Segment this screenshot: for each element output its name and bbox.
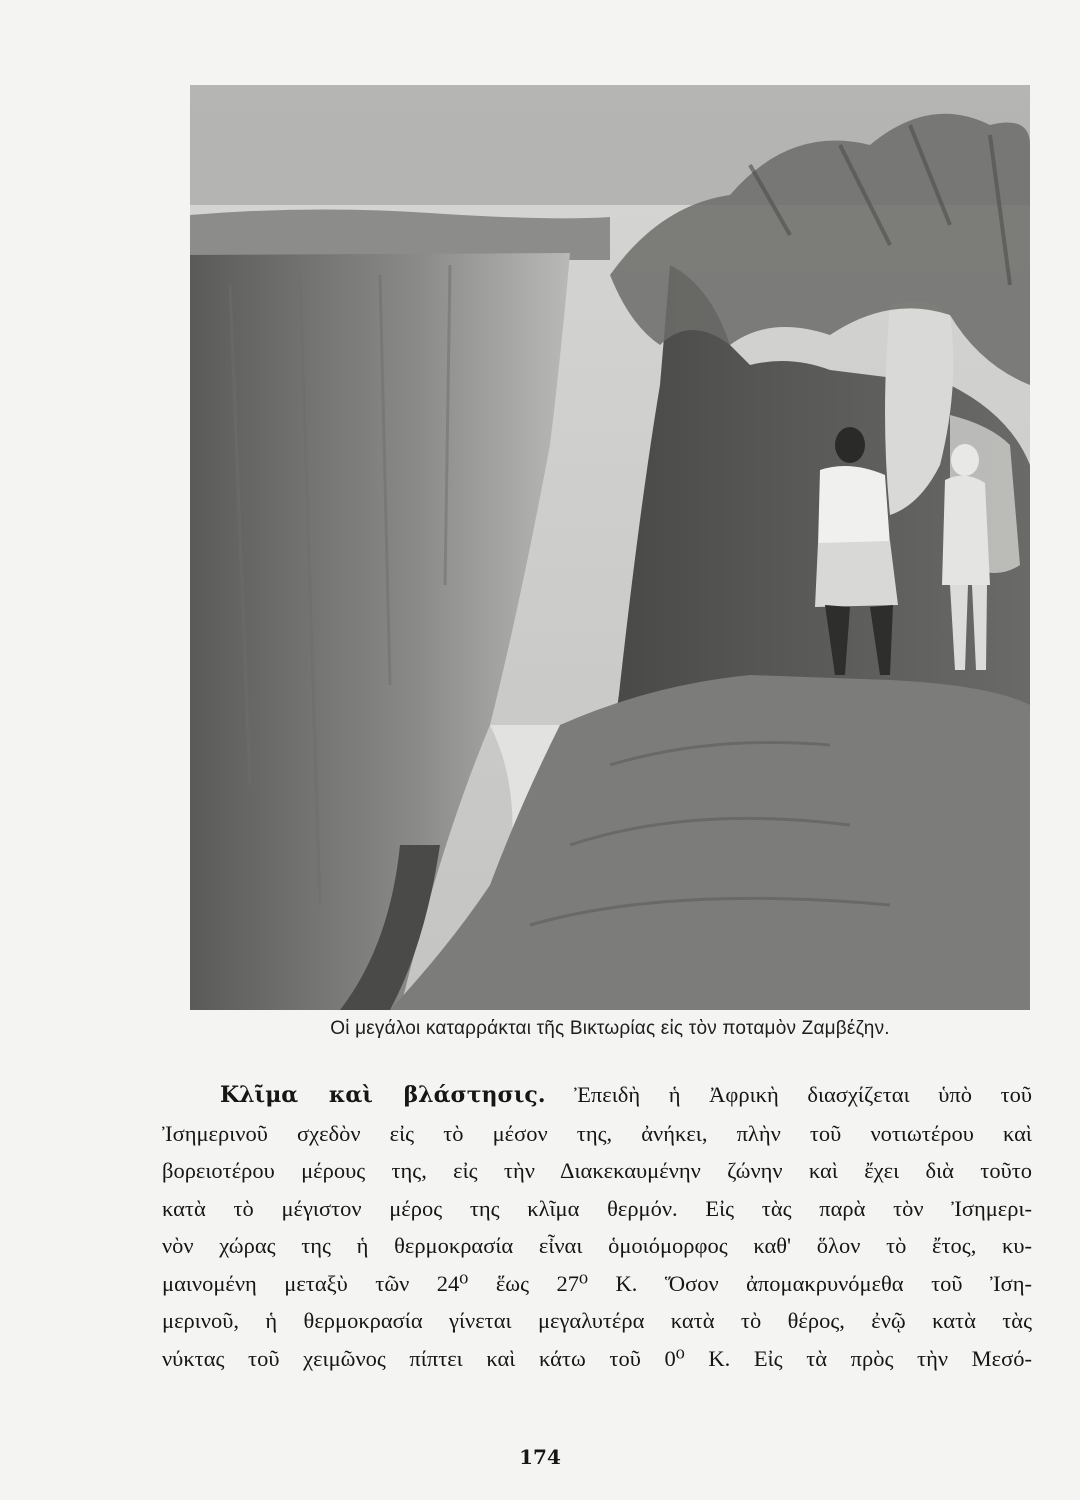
paragraph-line: νὸν χώρας της ἡ θερμοκρασία εἶναι ὁμοιόμορφος καθ' ὅλον τὸ ἔτος, κυ- — [162, 1233, 1032, 1258]
page-number: 174 — [519, 1445, 561, 1469]
line-text: Ἐπειδὴ ἡ Ἀφρικὴ διασχίζεται ὑπὸ τοῦ — [574, 1082, 1032, 1107]
photo-waterfall-gorge-icon — [190, 85, 1030, 1010]
paragraph-line: νύκτας τοῦ χειμῶνος πίπτει καὶ κάτω τοῦ 0⁰ Κ. Εἰς τὰ πρὸς τὴν Μεσό- — [162, 1345, 1032, 1371]
paragraph-line — [162, 1076, 1032, 1115]
figure-caption: Οἱ μεγάλοι καταρράκται τῆς Βικτωρίας εἰς τὸν ποταμὸν Ζαμβέζην. — [330, 1018, 890, 1039]
paragraph-line: Ἰσημερινοῦ σχεδὸν εἰς τὸ μέσον της, ἀνήκει, πλὴν τοῦ νοτιωτέρου καὶ — [162, 1120, 1032, 1146]
paragraph-line: μερινοῦ, ἡ θερμοκρασία γίνεται μεγαλυτέρα κατὰ τὸ θέρος, ἐνῷ κατὰ τὰς — [162, 1308, 1032, 1333]
paragraph-line: βορειοτέρου μέρους της, εἰς τὴν Διακεκαυμένην ζώνην καὶ ἔχει διὰ τοῦτο — [162, 1158, 1032, 1183]
section-heading: Κλῖμα καὶ βλάστησις. — [220, 1082, 546, 1108]
body-paragraph — [162, 1076, 1032, 1377]
paragraph-line: κατὰ τὸ μέγιστον μέρος της κλῖμα θερμόν. Εἰς τὰς παρὰ τὸν Ἰσημερι- — [162, 1195, 1032, 1221]
paragraph-line: μαινομένη μεταξὺ τῶν 24⁰ ἕως 27⁰ Κ. Ὅσον ἀπομακρυνόμεθα τοῦ Ἰση- — [162, 1270, 1032, 1296]
waterfall-photo — [190, 85, 1030, 1010]
